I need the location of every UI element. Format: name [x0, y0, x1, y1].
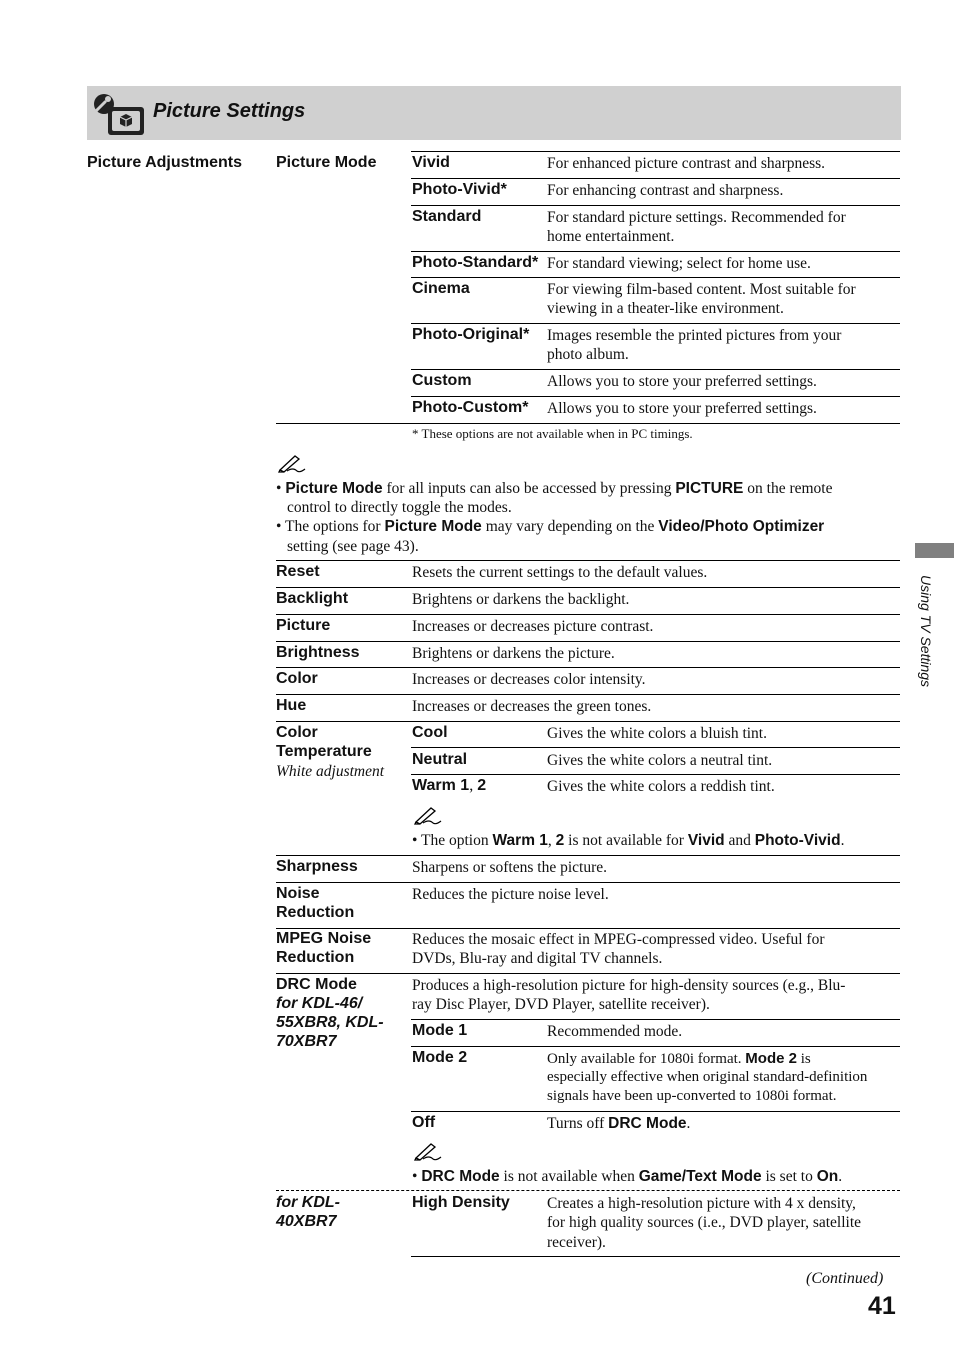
option-desc: For standard picture settings. Recommended for: [547, 209, 846, 226]
setting-mpeg-noise: Reduction: [276, 949, 355, 966]
option-desc: Allows you to store your preferred settings.: [547, 373, 817, 390]
option-photo-custom: Photo-Custom*: [412, 399, 529, 416]
note-bullet-cont: control to directly toggle the modes.: [287, 499, 512, 516]
continued-label: (Continued): [806, 1270, 884, 1287]
option-cinema: Cinema: [412, 280, 470, 297]
setting-noise-reduction: Noise: [276, 885, 320, 902]
option-photo-vivid: Photo-Vivid*: [412, 181, 507, 198]
option-standard: Standard: [412, 208, 482, 225]
option-desc: receiver).: [547, 1234, 606, 1251]
setting-reset: Reset: [276, 563, 320, 580]
option-desc: Only available for 1080i format. Mode 2 is: [547, 1050, 811, 1067]
option-desc: especially effective when original standard-definition: [547, 1069, 868, 1085]
option-desc: home entertainment.: [547, 228, 675, 245]
model-note: 55XBR8, KDL-: [276, 1014, 384, 1031]
footnote: * These options are not available when in PC timings.: [412, 426, 693, 441]
option-desc: signals have been up-converted to 1080i format.: [547, 1088, 837, 1104]
note-bullet: • Picture Mode for all inputs can also be accessed by pressing PICTURE on the remote: [276, 480, 833, 497]
setting-subtitle: White adjustment: [276, 763, 385, 780]
option-neutral: Neutral: [412, 751, 468, 768]
chapter-tab-label: Using TV Settings: [918, 575, 934, 688]
option-desc: Recommended mode.: [547, 1023, 683, 1040]
setting-drc-mode: DRC Mode: [276, 976, 357, 993]
option-cool: Cool: [412, 724, 448, 741]
option-photo-original: Photo-Original*: [412, 326, 530, 343]
note-bullet: • DRC Mode is not available when Game/Text Mode is set to On.: [412, 1168, 843, 1185]
setting-desc: Brightens or darkens the backlight.: [412, 591, 630, 608]
page-number: 41: [868, 1292, 896, 1320]
model-note: for KDL-46/: [276, 995, 363, 1012]
option-desc: Creates a high-resolution picture with 4 x density,: [547, 1195, 856, 1212]
option-desc: Gives the white colors a neutral tint.: [547, 752, 773, 769]
setting-color-temp: Color: [276, 724, 318, 741]
picture-mode-label: Picture Mode: [276, 154, 377, 171]
setting-desc: Increases or decreases the green tones.: [412, 698, 652, 715]
setting-desc: DVDs, Blu-ray and digital TV channels.: [412, 950, 663, 967]
note-pencil-icon: [277, 453, 307, 478]
option-desc: For enhancing contrast and sharpness.: [547, 182, 784, 199]
setting-color-temp: Temperature: [276, 743, 372, 760]
setting-noise-reduction: Reduction: [276, 904, 355, 921]
option-desc: Images resemble the printed pictures from your: [547, 327, 842, 344]
section-label: Picture Adjustments: [87, 154, 242, 171]
option-warm: Warm 1, 2: [412, 777, 487, 794]
model-note: 70XBR7: [276, 1033, 337, 1050]
option-high-density: High Density: [412, 1194, 510, 1211]
section-header: [87, 86, 901, 140]
setting-desc: Reduces the picture noise level.: [412, 886, 609, 903]
option-custom: Custom: [412, 372, 472, 389]
note-pencil-icon: [413, 805, 443, 830]
option-photo-standard: Photo-Standard*: [412, 254, 539, 271]
option-desc: For viewing film-based content. Most suitable for: [547, 281, 856, 298]
option-desc: for high quality sources (i.e., DVD player, satellite: [547, 1214, 862, 1231]
option-off: Off: [412, 1114, 436, 1131]
settings-wrench-icon: [90, 91, 146, 142]
option-desc: viewing in a theater-like environment.: [547, 300, 784, 317]
note-pencil-icon: [413, 1141, 443, 1166]
setting-desc: Resets the current settings to the default values.: [412, 564, 708, 581]
option-mode-2: Mode 2: [412, 1049, 468, 1066]
note-bullet: • The options for Picture Mode may vary depending on the Video/Photo Optimizer: [276, 518, 825, 535]
option-desc: Gives the white colors a bluish tint.: [547, 725, 767, 742]
chapter-tab-marker: [915, 543, 954, 558]
setting-desc: Increases or decreases picture contrast.: [412, 618, 654, 635]
setting-brightness: Brightness: [276, 644, 360, 661]
option-vivid: Vivid: [412, 154, 450, 171]
setting-desc: Increases or decreases color intensity.: [412, 671, 646, 688]
setting-desc: ray Disc Player, DVD Player, satellite receiver).: [412, 996, 710, 1013]
page-title: Picture Settings: [153, 100, 306, 122]
setting-desc: Sharpens or softens the picture.: [412, 859, 607, 876]
setting-desc: Brightens or darkens the picture.: [412, 645, 615, 662]
option-desc: For standard viewing; select for home use.: [547, 255, 811, 272]
setting-backlight: Backlight: [276, 590, 349, 607]
model-note: for KDL-: [276, 1194, 340, 1211]
setting-sharpness: Sharpness: [276, 858, 358, 875]
option-mode-1: Mode 1: [412, 1022, 468, 1039]
setting-color: Color: [276, 670, 318, 687]
option-desc: For enhanced picture contrast and sharpness.: [547, 155, 826, 172]
setting-hue: Hue: [276, 697, 307, 714]
option-desc: Allows you to store your preferred settings.: [547, 400, 817, 417]
setting-desc: Produces a high-resolution picture for high-density sources (e.g., Blu-: [412, 977, 846, 994]
note-bullet-cont: setting (see page 43).: [287, 538, 419, 555]
setting-picture: Picture: [276, 617, 331, 634]
model-note: 40XBR7: [276, 1213, 337, 1230]
note-bullet: • The option Warm 1, 2 is not available for Vivid and Photo-Vivid.: [412, 832, 845, 849]
option-desc: photo album.: [547, 346, 629, 363]
option-desc: Gives the white colors a reddish tint.: [547, 778, 775, 795]
setting-desc: Reduces the mosaic effect in MPEG-compressed video. Useful for: [412, 931, 825, 948]
setting-mpeg-noise: MPEG Noise: [276, 930, 372, 947]
option-desc: Turns off DRC Mode.: [547, 1115, 691, 1132]
